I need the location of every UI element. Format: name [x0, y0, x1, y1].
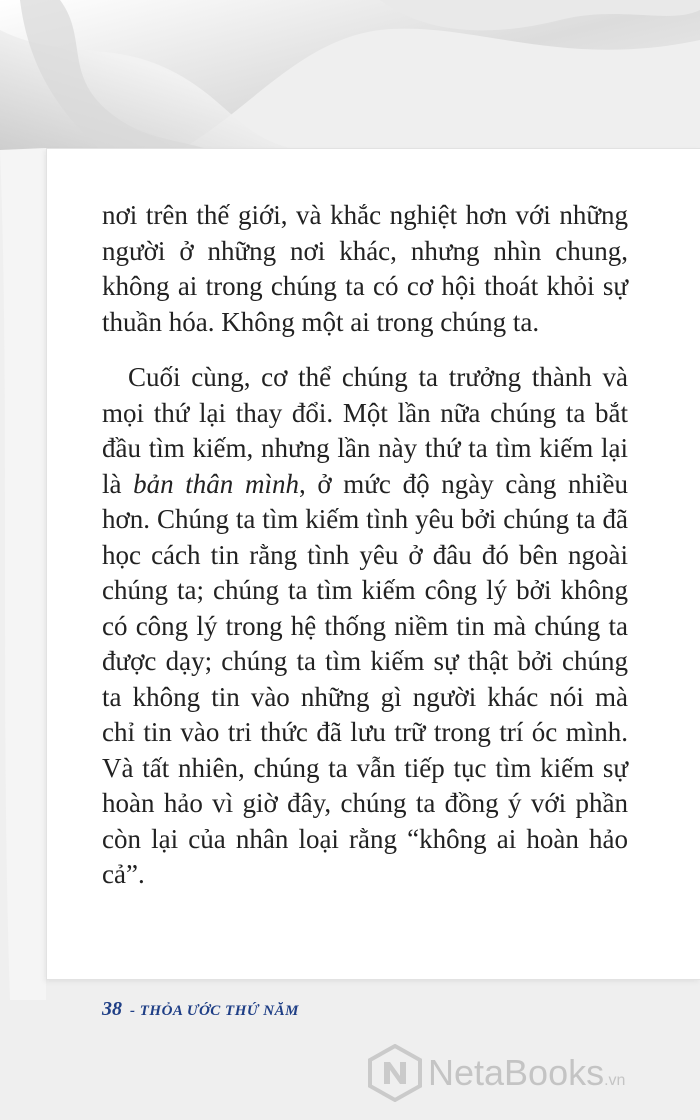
publisher-watermark	[366, 1044, 696, 1104]
paragraph-2-text-end: , ở mức độ ngày càng nhiều hơn. Chúng ta tìm kiếm tình yêu bởi chúng ta đã học cách tin rằng tình yêu ở đâu đó bên ngoài chúng ta; chúng ta tìm kiếm công lý bởi không có công lý trong hệ thống niềm tin mà chúng ta được dạy; chúng ta tìm kiếm sự thật bởi chúng ta không tin vào những gì người khác nói mà chỉ tin vào tri thức đã lưu trữ trong trí óc mình. Và tất nhiên, chúng ta vẫn tiếp tục tìm kiếm sự hoàn hảo vì giờ đây, chúng ta đồng ý với phần còn lại của nhân loại rằng “không ai hoàn hảo cả”.	[102, 468, 628, 889]
body-text	[102, 198, 628, 893]
page-footer	[102, 998, 299, 1021]
paragraph-1-text: nơi trên thế giới, và khắc nghiệt hơn với những người ở những nơi khác, nhưng nhìn chung, không ai trong chúng ta có cơ hội thoát khỏi sự thuần hóa. Không một ai trong chúng ta.	[102, 200, 628, 337]
running-title: - THỎA ƯỚC THỨ NĂM	[130, 1003, 299, 1019]
paragraph-2	[102, 360, 628, 893]
paragraph-2-text-start: Cuối cùng, cơ thể chúng ta trưởng thành và mọi thứ lại thay đổi. Một lần nữa chúng ta bắt đầu tìm kiếm, nhưng lần này thứ ta tìm kiếm lại là	[102, 362, 628, 499]
watermark-brand	[428, 1052, 625, 1094]
paragraph-2-emphasis: bản thân mình	[133, 468, 299, 499]
watermark-brand-name: NetaBooks	[428, 1052, 605, 1093]
watermark-domain: .vn	[604, 1072, 626, 1089]
page-number: 38	[102, 998, 122, 1020]
netabooks-logo-icon	[366, 1044, 424, 1102]
paragraph-1	[102, 198, 628, 340]
